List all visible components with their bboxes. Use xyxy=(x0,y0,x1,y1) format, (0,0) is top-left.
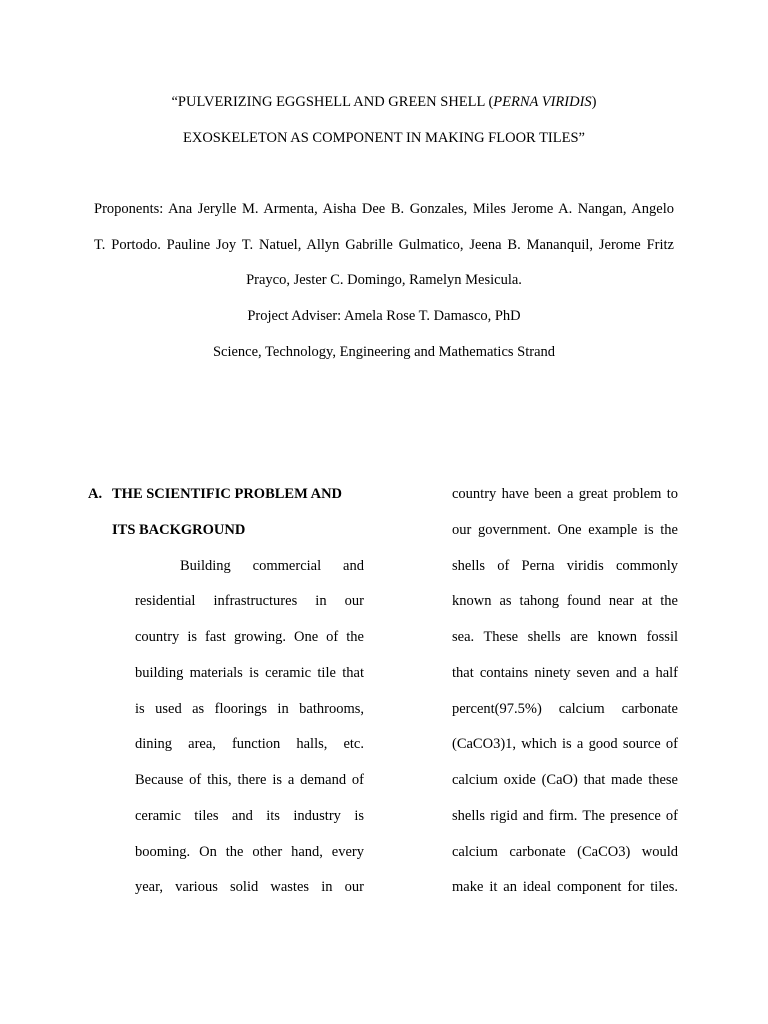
paragraph-line: make it an ideal component for tiles. xyxy=(452,879,678,896)
paragraph-line: shells of Perna viridis commonly xyxy=(452,557,678,574)
paragraph-line: country is fast growing. One of the xyxy=(135,629,364,645)
section-marker: A. xyxy=(88,486,103,502)
paragraph-line: known as tahong found near at the xyxy=(452,593,678,610)
title-line-2: EXOSKELETON AS COMPONENT IN MAKING FLOOR TILES” xyxy=(183,130,585,146)
paragraph-line: Building commercial and xyxy=(180,557,364,574)
paragraph-line: country have been a great problem to xyxy=(452,486,678,502)
paragraph-line: calcium oxide (CaO) that made these xyxy=(452,772,678,788)
title-prefix: “PULVERIZING EGGSHELL AND GREEN SHELL ( xyxy=(171,94,494,110)
paragraph-line: our government. One example is the xyxy=(452,521,678,538)
paragraph-line: year, various solid wastes in our xyxy=(135,879,364,896)
strand: Science, Technology, Engineering and Mathematics Strand xyxy=(212,344,556,360)
paragraph-line: (CaCO3)1, which is a good source of xyxy=(452,736,678,753)
paragraph-line: sea. These shells are known fossil xyxy=(452,629,678,645)
title-suffix: ) xyxy=(591,94,597,110)
proponents-line-3: Prayco, Jester C. Domingo, Ramelyn Mesicula. xyxy=(246,272,522,288)
paragraph-line: dining area, function halls, etc. xyxy=(135,736,364,753)
section-heading-text-1: THE SCIENTIFIC PROBLEM AND xyxy=(112,486,343,502)
proponents-line-1: Proponents: Ana Jerylle M. Armenta, Aisha Dee B. Gonzales, Miles Jerome A. Nangan, Angelo xyxy=(94,201,674,217)
paragraph-line: Because of this, there is a demand of xyxy=(135,772,364,788)
section-heading-line-1 xyxy=(88,484,364,520)
right-column xyxy=(452,484,678,913)
proponents-line-2: T. Portodo. Pauline Joy T. Natuel, Allyn Gabrille Gulmatico, Jeena B. Mananquil, Jerome Fritz xyxy=(94,237,674,253)
paragraph-line: residential infrastructures in our xyxy=(135,593,364,610)
section-heading-line-2: ITS BACKGROUND xyxy=(112,521,246,538)
left-column xyxy=(88,484,364,913)
paragraph-line: calcium carbonate (CaCO3) would xyxy=(452,843,678,860)
paragraph-line: booming. On the other hand, every xyxy=(135,843,364,860)
paragraph-line: building materials is ceramic tile that xyxy=(135,664,364,681)
paragraph-line: shells rigid and firm. The presence of xyxy=(452,807,678,824)
title-species-italic: PERNA VIRIDIS xyxy=(493,94,592,110)
paragraph-line: is used as floorings in bathrooms, xyxy=(135,700,364,717)
paragraph-line: ceramic tiles and its industry is xyxy=(135,807,364,824)
project-adviser: Project Adviser: Amela Rose T. Damasco, PhD xyxy=(247,308,521,324)
paragraph-line: percent(97.5%) calcium carbonate xyxy=(452,700,678,717)
paragraph-line: that contains ninety seven and a half xyxy=(452,664,678,681)
title-line-1 xyxy=(0,92,768,112)
